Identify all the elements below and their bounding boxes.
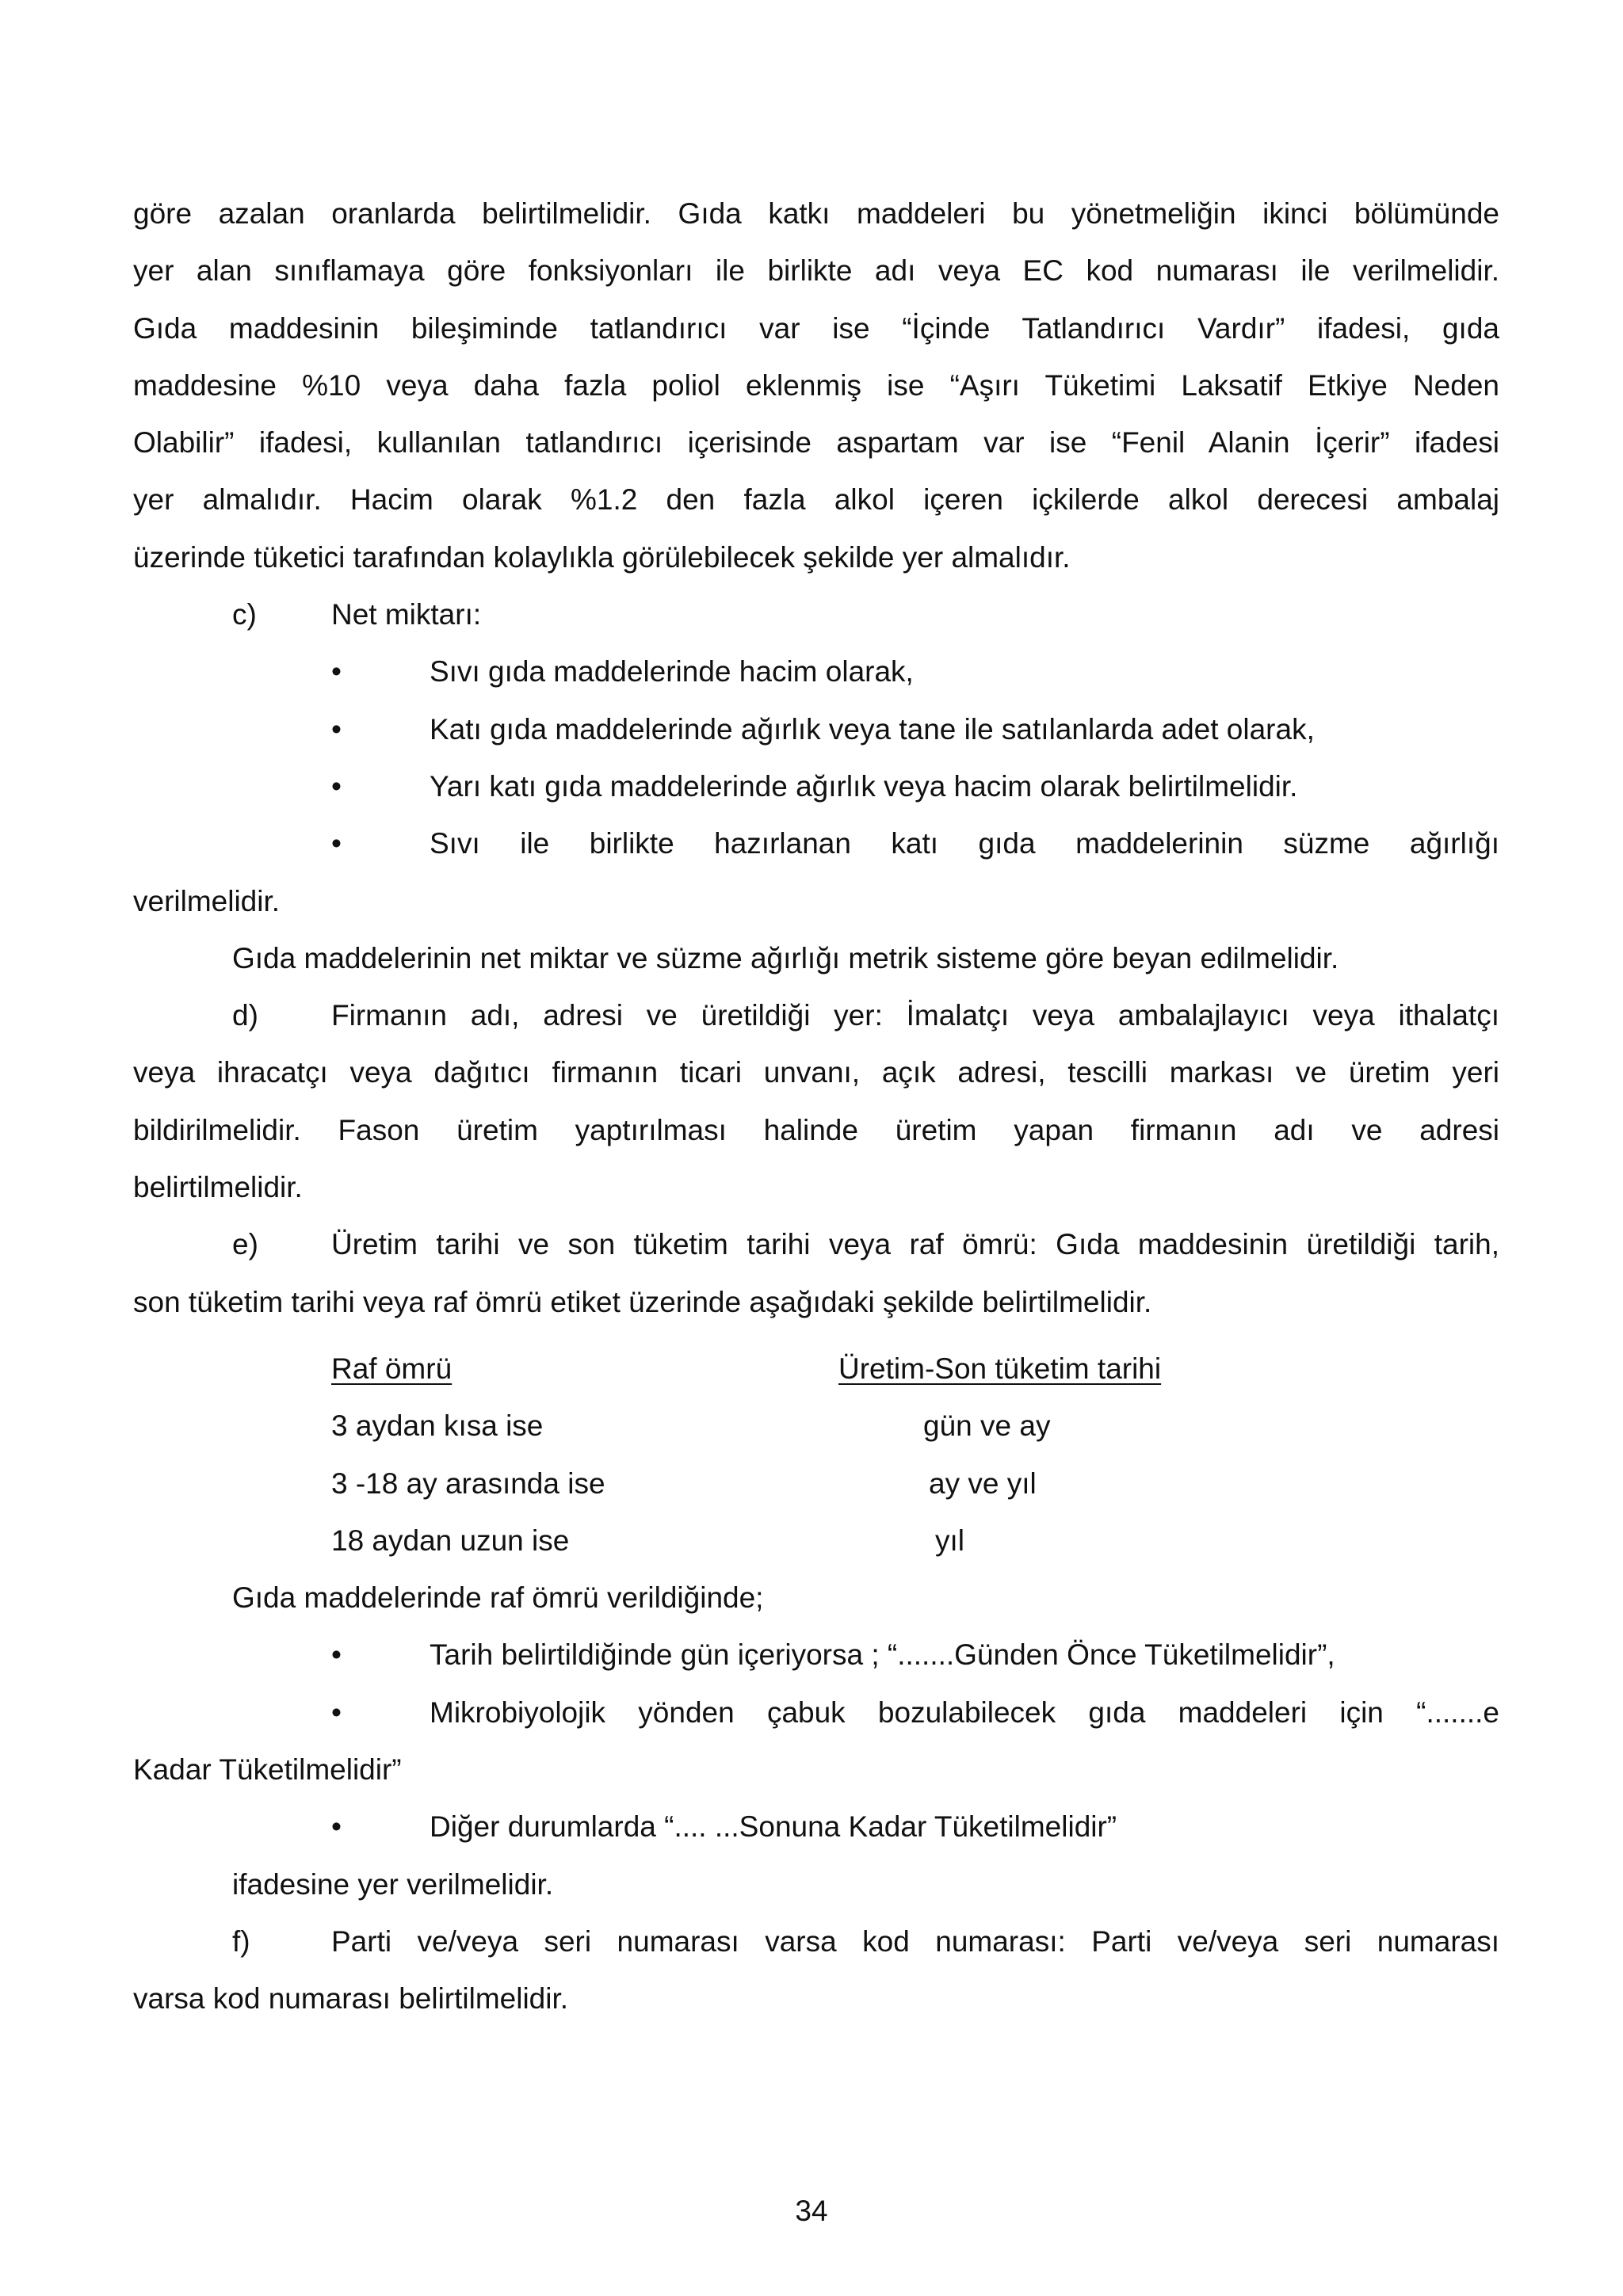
section-f-heading (133, 1918, 1499, 1975)
section-c-note (133, 935, 1499, 992)
list-item (133, 1689, 1499, 1746)
paragraph-line: veya ihracatçı veya dağıtıcı firmanın ticari unvanı, açık adresi, tescilli markası ve üretim yeri (133, 1056, 1499, 1089)
paragraph-line: yer almalıdır. Hacim olarak %1.2 den fazla alkol içeren içkilerde alkol derecesi ambalaj (133, 483, 1499, 517)
table-cell-left: 3 -18 ay arasında ise (331, 1466, 605, 1500)
bullet-marker: • (331, 655, 342, 688)
list-item-text: Sıvı gıda maddelerinde hacim olarak, (430, 655, 914, 688)
list-item (133, 820, 1499, 877)
note-text: Gıda maddelerinin net miktar ve süzme ağırlığı metrik sisteme göre beyan edilmelidir. (232, 941, 1339, 974)
section-label: d) (232, 999, 258, 1032)
table-row (133, 1402, 1499, 1459)
section-c-heading (133, 591, 1499, 648)
table-cell-left: 18 aydan uzun ise (331, 1524, 570, 1557)
list-item (133, 1803, 1499, 1860)
section-label: c) (232, 598, 257, 631)
table-cell-right: ay ve yıl (929, 1466, 1037, 1500)
list-item-continuation: verilmelidir. (133, 884, 281, 917)
section-title: Net miktarı: (331, 598, 482, 631)
paragraph-line: maddesine %10 veya daha fazla poliol eklenmiş ise “Aşırı Tüketimi Laksatif Etkiye Neden (133, 368, 1499, 402)
bullet-marker: • (331, 712, 342, 746)
list-item-text: Yarı katı gıda maddelerinde ağırlık veya hacim olarak belirtilmelidir. (430, 769, 1298, 803)
bullet-marker: • (331, 769, 342, 803)
paragraph-line: bildirilmelidir. Fason üretim yaptırılması halinde üretim yapan firmanın adı ve adresi (133, 1113, 1499, 1146)
closing-text: ifadesine yer verilmelidir. (232, 1867, 554, 1901)
list-item (133, 706, 1499, 763)
section-e-heading (133, 1221, 1499, 1278)
paragraph-line: göre azalan oranlarda belirtilmelidir. Gıda katkı maddeleri bu yönetmeliğin ikinci bölümünde (133, 197, 1499, 230)
table-cell-left: 3 aydan kısa ise (331, 1409, 544, 1443)
table-header-right: Üretim-Son tüketim tarihi (838, 1352, 1162, 1385)
bullet-marker: • (331, 827, 342, 860)
page-body (133, 190, 1499, 2033)
intro-text: Gıda maddelerinde raf ömrü verildiğinde; (232, 1581, 764, 1615)
list-item (133, 1631, 1499, 1688)
paragraph-line: son tüketim tarihi veya raf ömrü etiket üzerinde aşağıdaki şekilde belirtilmelidir. (133, 1285, 1152, 1318)
list-item (133, 648, 1499, 705)
table-cell-right: gün ve ay (923, 1409, 1051, 1443)
table-header-left: Raf ömrü (331, 1352, 453, 1385)
table-row (133, 1517, 1499, 1574)
paragraph-line: Olabilir” ifadesi, kullanılan tatlandırıcı içerisinde aspartam var ise “Fenil Alanin İçerir” ifadesi (133, 426, 1499, 460)
section-e-intro (133, 1574, 1499, 1631)
section-text: Parti ve/veya seri numarası varsa kod numarası: Parti ve/veya seri numarası (331, 1924, 1499, 1958)
bullet-marker: • (331, 1810, 342, 1844)
paragraph-line: yer alan sınıflamaya göre fonksiyonları ile birlikte adı veya EC kod numarası ile verilmelidir. (133, 254, 1499, 288)
section-label: f) (232, 1924, 250, 1958)
paragraph-line: varsa kod numarası belirtilmelidir. (133, 1982, 569, 2016)
section-text: Firmanın adı, adresi ve üretildiği yer: İmalatçı veya ambalajlayıcı veya ithalatçı (331, 999, 1499, 1032)
table-cell-right: yıl (935, 1524, 964, 1557)
list-item-continuation: Kadar Tüketilmelidir” (133, 1753, 402, 1787)
section-text: Üretim tarihi ve son tüketim tarihi veya raf ömrü: Gıda maddesinin üretildiği tarih, (331, 1228, 1499, 1261)
paragraph-line: Gıda maddesinin bileşiminde tatlandırıcı var ise “İçinde Tatlandırıcı Vardır” ifadesi, gıda (133, 311, 1499, 345)
list-item-text: Diğer durumlarda “.... ...Sonuna Kadar Tüketilmelidir” (430, 1810, 1117, 1844)
paragraph-line: belirtilmelidir. (133, 1171, 303, 1204)
paragraph-line: üzerinde tüketici tarafından kolaylıkla görülebilecek şekilde yer almalıdır. (133, 540, 1071, 574)
section-label: e) (232, 1228, 258, 1261)
section-e-closing (133, 1861, 1499, 1918)
list-item-text: Sıvı ile birlikte hazırlanan katı gıda maddelerinin süzme ağırlığı (430, 827, 1499, 860)
list-item-text: Mikrobiyolojik yönden çabuk bozulabilecek gıda maddeleri için “.......e (430, 1695, 1499, 1729)
shelf-life-table (133, 1345, 1499, 1574)
bullet-marker: • (331, 1638, 342, 1672)
list-item (133, 763, 1499, 820)
section-d-heading (133, 992, 1499, 1049)
bullet-marker: • (331, 1695, 342, 1729)
table-header-row (133, 1345, 1499, 1402)
list-item-text: Katı gıda maddelerinde ağırlık veya tane ile satılanlarda adet olarak, (430, 712, 1315, 746)
table-row (133, 1460, 1499, 1517)
list-item-text: Tarih belirtildiğinde gün içeriyorsa ; “.......Günden Önce Tüketilmelidir”, (430, 1638, 1335, 1672)
page-number: 34 (795, 2195, 828, 2227)
